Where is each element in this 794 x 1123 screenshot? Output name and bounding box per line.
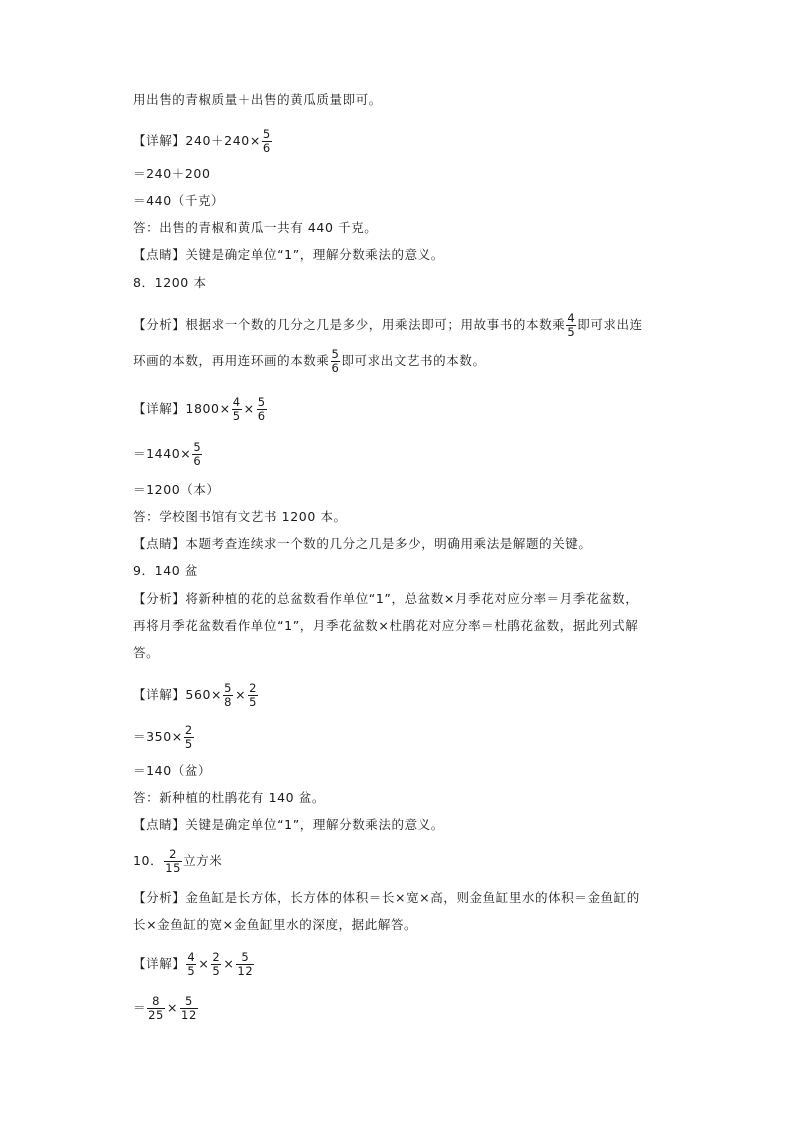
fraction [180,995,198,1022]
text-part: 即可求出连 [577,317,643,332]
fraction [262,128,272,155]
text-line: ＝140（盆） [133,763,212,778]
numerator: 2 [212,950,221,964]
denominator: 15 [165,861,182,875]
operator: × [166,1000,179,1015]
text-line: 【分析】金鱼缸是长方体，长方体的体积＝长×宽×高，则金鱼缸里水的体积＝金鱼缸的 [133,890,640,905]
denominator: 5 [187,964,196,978]
calc-head: ＝350× [133,729,183,744]
numerator: 4 [567,311,576,325]
text-line: ＝440（千克） [133,193,225,208]
text-line: 用出售的青椒质量＋出售的黄瓜质量即可。 [133,92,382,107]
text-line: ＝1200（本） [133,482,220,497]
numerator: 2 [249,681,258,695]
fraction [236,951,254,978]
calc-head: 【详解】560× [133,687,223,702]
fraction [232,396,242,423]
question-heading: 9．140 盆 [133,563,198,578]
denominator: 12 [181,1008,197,1022]
text-part: 即可求出文艺书的本数。 [341,353,486,368]
calc-line [133,995,199,1022]
fraction [223,682,233,709]
text-line: 【点睛】关键是确定单位“1”，理解分数乘法的意义。 [133,817,444,832]
numerator: 5 [193,440,202,454]
fraction [211,951,221,978]
operator: × [243,401,255,416]
calc-head: ＝ [133,1000,147,1015]
calc-line [133,128,273,155]
denominator: 6 [193,454,202,468]
calc-head: 【详解】1800× [133,401,231,416]
text-line: 【分析】将新种植的花的总盆数看作单位“1”，总盆数×月季花对应分率＝月季花盆数， [133,591,639,606]
calc-line [133,951,255,978]
question-heading [133,848,222,875]
denominator: 25 [148,1008,164,1022]
text-line: 【点睛】本题考查连续求一个数的几分之几是多少，明确用乘法是解题的关键。 [133,536,592,551]
text-line [133,312,643,339]
fraction [147,995,165,1022]
fraction [257,396,267,423]
denominator: 6 [262,141,271,155]
question-number: 10． [133,853,164,868]
fraction [184,724,194,751]
numerator: 2 [169,847,178,861]
text-line [133,348,486,375]
denominator: 5 [184,737,193,751]
operator: × [235,687,247,702]
calc-line [133,724,195,751]
denominator: 5 [249,695,258,709]
calc-line [133,682,259,709]
fraction [186,951,196,978]
text-line: ＝240＋200 [133,166,211,181]
denominator: 12 [237,964,254,978]
unit-label: 立方米 [183,853,223,868]
numerator: 4 [232,395,241,409]
denominator: 5 [232,409,241,423]
text-line: 答：出售的青椒和黄瓜一共有 440 千克。 [133,220,378,235]
denominator: 5 [212,964,221,978]
numerator: 5 [257,395,266,409]
numerator: 5 [184,994,193,1008]
numerator: 5 [241,950,250,964]
denominator: 6 [257,409,266,423]
text-line: 长×金鱼缸的宽×金鱼缸里水的深度，据此解答。 [133,917,418,932]
text-part: 【分析】根据求一个数的几分之几是多少，用乘法即可；用故事书的本数乘 [133,317,566,332]
text-line: 答：新种植的杜鹃花有 140 盆。 [133,790,326,805]
numerator: 5 [224,681,233,695]
calc-head: ＝1440× [133,446,192,461]
fraction [248,682,258,709]
operator: × [198,956,210,971]
fraction [164,848,182,875]
calc-line [133,396,268,423]
question-heading: 8．1200 本 [133,275,207,290]
numerator: 5 [331,347,340,361]
denominator: 6 [331,361,340,375]
text-part: 环画的本数，再用连环画的本数乘 [133,353,330,368]
numerator: 4 [187,950,196,964]
numerator: 5 [262,127,271,141]
numerator: 8 [152,994,160,1008]
calc-head: 【详解】240＋240× [133,133,261,148]
calc-head: 【详解】 [133,956,186,971]
denominator: 5 [567,325,576,339]
text-line: 答。 [133,645,160,660]
fraction [192,441,202,468]
fraction [566,312,576,339]
calc-line [133,441,203,468]
denominator: 8 [224,695,233,709]
text-line: 【点睛】关键是确定单位“1”，理解分数乘法的意义。 [133,247,444,262]
text-line: 再将月季花盆数看作单位“1”，月季花盆数×杜鹃花对应分率＝杜鹃花盆数，据此列式解 [133,618,639,633]
operator: × [223,956,235,971]
fraction [331,348,341,375]
text-line: 答：学校图书馆有文艺书 1200 本。 [133,509,347,524]
numerator: 2 [184,723,193,737]
